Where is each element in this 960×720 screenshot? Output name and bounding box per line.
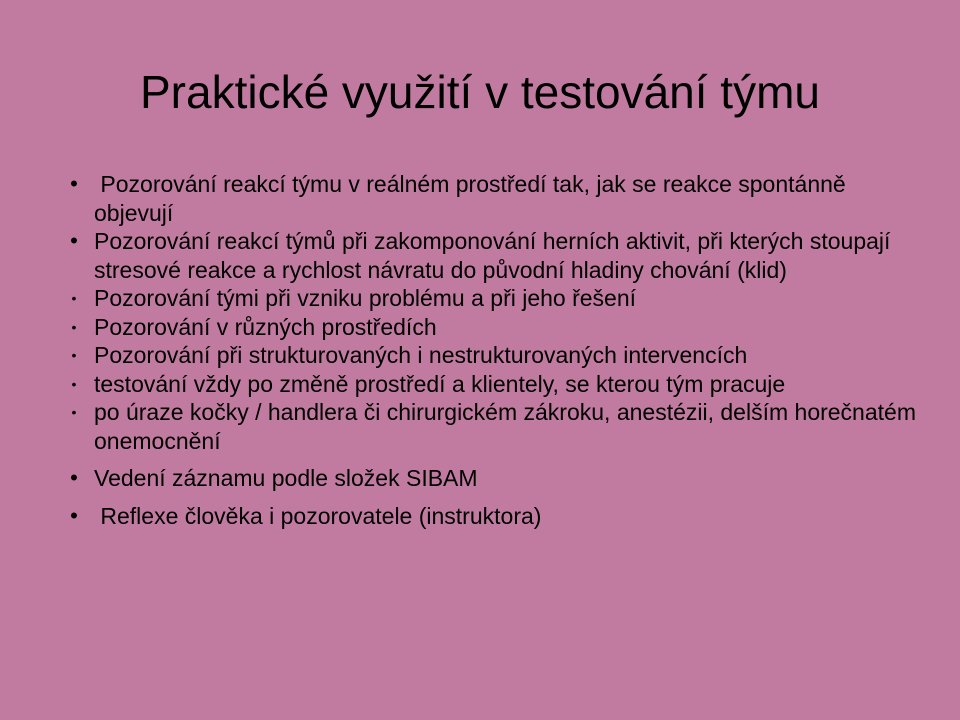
bullet-dot-icon: • <box>71 290 77 306</box>
bullet-dot-icon: • <box>71 375 77 392</box>
bullet-text: testování vždy po změně prostředí a klientely, se kterou tým pracuje <box>94 370 786 397</box>
bullet-text: Pozorování při strukturovaných i nestrukturovaných intervencích <box>94 342 748 368</box>
bullet-dot-icon: • <box>71 404 77 420</box>
bullet-item <box>66 227 926 284</box>
bullet-list <box>66 170 926 530</box>
bullet-text: Vedení záznamu podle složek SIBAM <box>94 465 478 491</box>
bullet-dot-icon: • <box>70 465 78 490</box>
bullet-item <box>66 341 926 370</box>
slide-title: Praktické využití v testování týmu <box>139 66 820 118</box>
bullet-text: Pozorování reakcí týmu v reálném prostředí tak, jak se reakce spontánně objevují <box>94 171 853 226</box>
bullet-text: Pozorování v různých prostředích <box>94 313 437 340</box>
bullet-dot-icon: • <box>70 502 78 528</box>
bullet-text: Reflexe člověka i pozorovatele (instruktora) <box>94 502 542 529</box>
bullet-dot-icon: • <box>71 318 77 335</box>
bullet-item <box>66 398 926 455</box>
bullet-text: Pozorování reakcí týmů při zakomponování herních aktivit, při kterých stoupají stresové reakce a rychlost návratu do původní hladiny chování (klid) <box>94 228 891 283</box>
bullet-dot-icon: • <box>71 347 77 363</box>
bullet-item <box>66 464 926 493</box>
bullet-dot-icon: • <box>70 171 78 196</box>
bullet-item <box>66 370 926 399</box>
bullet-text: Pozorování tými při vzniku problému a při jeho řešení <box>94 285 637 311</box>
bullet-text: po úraze kočky / handlera či chirurgickém zákroku, anestézii, delším horečnatém onemocnění <box>94 399 916 454</box>
bullet-item <box>66 284 926 313</box>
bullet-item <box>66 170 926 227</box>
bullet-item <box>66 313 926 342</box>
bullet-dot-icon: • <box>70 228 78 253</box>
bullet-item <box>66 502 926 531</box>
